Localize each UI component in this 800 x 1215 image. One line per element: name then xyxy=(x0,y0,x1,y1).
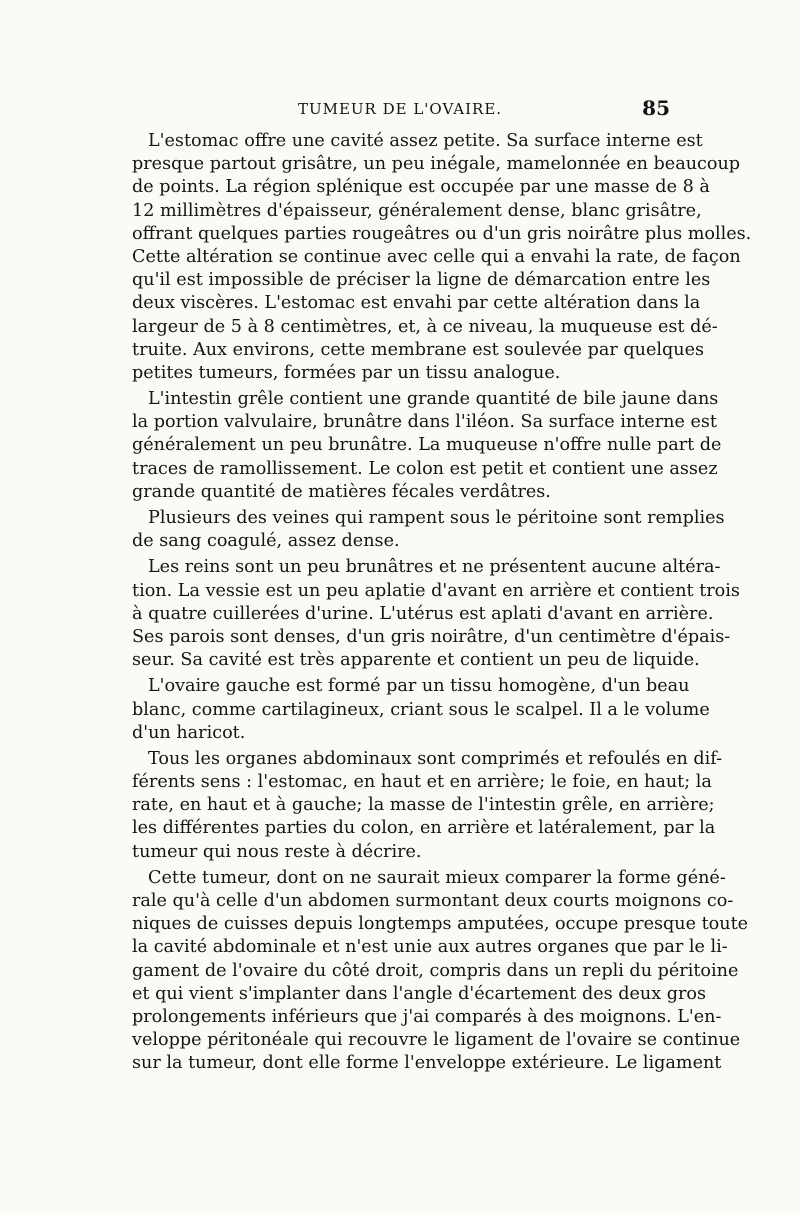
paragraph xyxy=(132,748,723,864)
text-line: seur. Sa cavité est très apparente et contient un peu de liquide. xyxy=(132,650,700,671)
text-line: Ses parois sont denses, d'un gris noirâtre, d'un centimètre d'épais- xyxy=(132,626,731,647)
paragraph xyxy=(132,867,749,1076)
page-number: 85 xyxy=(642,96,670,120)
text-line: rate, en haut et à gauche; la masse de l'intestin grêle, en arrière; xyxy=(132,795,715,816)
text-line: offrant quelques parties rougeâtres ou d'un gris noirâtre plus molles. xyxy=(132,223,752,244)
running-title: TUMEUR DE L'OVAIRE. xyxy=(297,100,503,118)
text-line: tion. La vessie est un peu aplatie d'avant en arrière et contient trois xyxy=(132,580,740,601)
text-line: Cette tumeur, dont on ne saurait mieux comparer la forme géné- xyxy=(148,867,726,888)
paragraph xyxy=(132,556,740,672)
text-line: niques de cuisses depuis longtemps amputées, occupe presque toute xyxy=(132,914,749,935)
paragraph xyxy=(132,507,725,553)
text-line: de points. La région splénique est occupée par une masse de 8 à xyxy=(132,177,710,198)
page-header xyxy=(130,94,670,120)
text-line: prolongements inférieurs que j'ai comparés à des moignons. L'en- xyxy=(132,1006,722,1027)
text-line: d'un haricot. xyxy=(132,722,246,743)
text-line: Tous les organes abdominaux sont comprimés et refoulés en dif- xyxy=(148,748,723,769)
text-line: blanc, comme cartilagineux, criant sous le scalpel. Il a le volume xyxy=(132,699,710,720)
text-line: L'ovaire gauche est formé par un tissu homogène, d'un beau xyxy=(148,676,690,697)
body-text xyxy=(132,130,752,1076)
text-line: L'estomac offre une cavité assez petite. Sa surface interne est xyxy=(148,131,703,151)
text-line: 12 millimètres d'épaisseur, généralement dense, blanc grisâtre, xyxy=(132,200,702,221)
text-line: grande quantité de matières fécales verdâtres. xyxy=(132,481,551,502)
text-line: sur la tumeur, dont elle forme l'enveloppe extérieure. Le ligament xyxy=(132,1053,722,1074)
text-line: deux viscères. L'estomac est envahi par cette altération dans la xyxy=(132,293,701,314)
text-line: Plusieurs des veines qui rampent sous le péritoine sont remplies xyxy=(148,508,725,528)
text-line: à quatre cuillerées d'urine. L'utérus est aplati d'avant en arrière. xyxy=(132,603,714,624)
text-line: généralement un peu brunâtre. La muqueuse n'offre nulle part de xyxy=(132,435,722,456)
paragraph xyxy=(132,130,752,385)
paragraph xyxy=(132,675,710,745)
text-line: tumeur qui nous reste à décrire. xyxy=(132,841,422,862)
text-line: Cette altération se continue avec celle qui a envahi la rate, de façon xyxy=(132,246,741,267)
text-line: la portion valvulaire, brunâtre dans l'iléon. Sa surface interne est xyxy=(132,412,717,433)
paragraph xyxy=(132,388,722,504)
text-line: L'intestin grêle contient une grande quantité de bile jaune dans xyxy=(148,389,719,410)
text-line: férents sens : l'estomac, en haut et en arrière; le foie, en haut; la xyxy=(132,772,712,793)
text-line: rale qu'à celle d'un abdomen surmontant deux courts moignons co- xyxy=(132,891,734,911)
text-line: qu'il est impossible de préciser la ligne de démarcation entre les xyxy=(132,270,711,291)
text-line: presque partout grisâtre, un peu inégale, mamelonnée en beaucoup xyxy=(132,154,741,175)
text-line: Les reins sont un peu brunâtres et ne présentent aucune altéra- xyxy=(148,557,721,578)
text-line: veloppe péritonéale qui recouvre le ligament de l'ovaire se continue xyxy=(132,1030,741,1051)
text-line: la cavité abdominale et n'est unie aux autres organes que par le li- xyxy=(132,937,728,958)
text-line: les différentes parties du colon, en arrière et latéralement, par la xyxy=(132,818,716,839)
text-line: gament de l'ovaire du côté droit, compris dans un repli du péritoine xyxy=(132,960,739,981)
text-line: et qui vient s'implanter dans l'angle d'écartement des deux gros xyxy=(132,983,707,1004)
text-line: traces de ramollissement. Le colon est petit et contient une assez xyxy=(132,458,718,479)
text-line: petites tumeurs, formées par un tissu analogue. xyxy=(132,362,561,383)
text-line: truite. Aux environs, cette membrane est soulevée par quelques xyxy=(132,339,705,360)
text-line: de sang coagulé, assez dense. xyxy=(132,531,400,552)
text-line: largeur de 5 à 8 centimètres, et, à ce niveau, la muqueuse est dé- xyxy=(132,316,718,337)
